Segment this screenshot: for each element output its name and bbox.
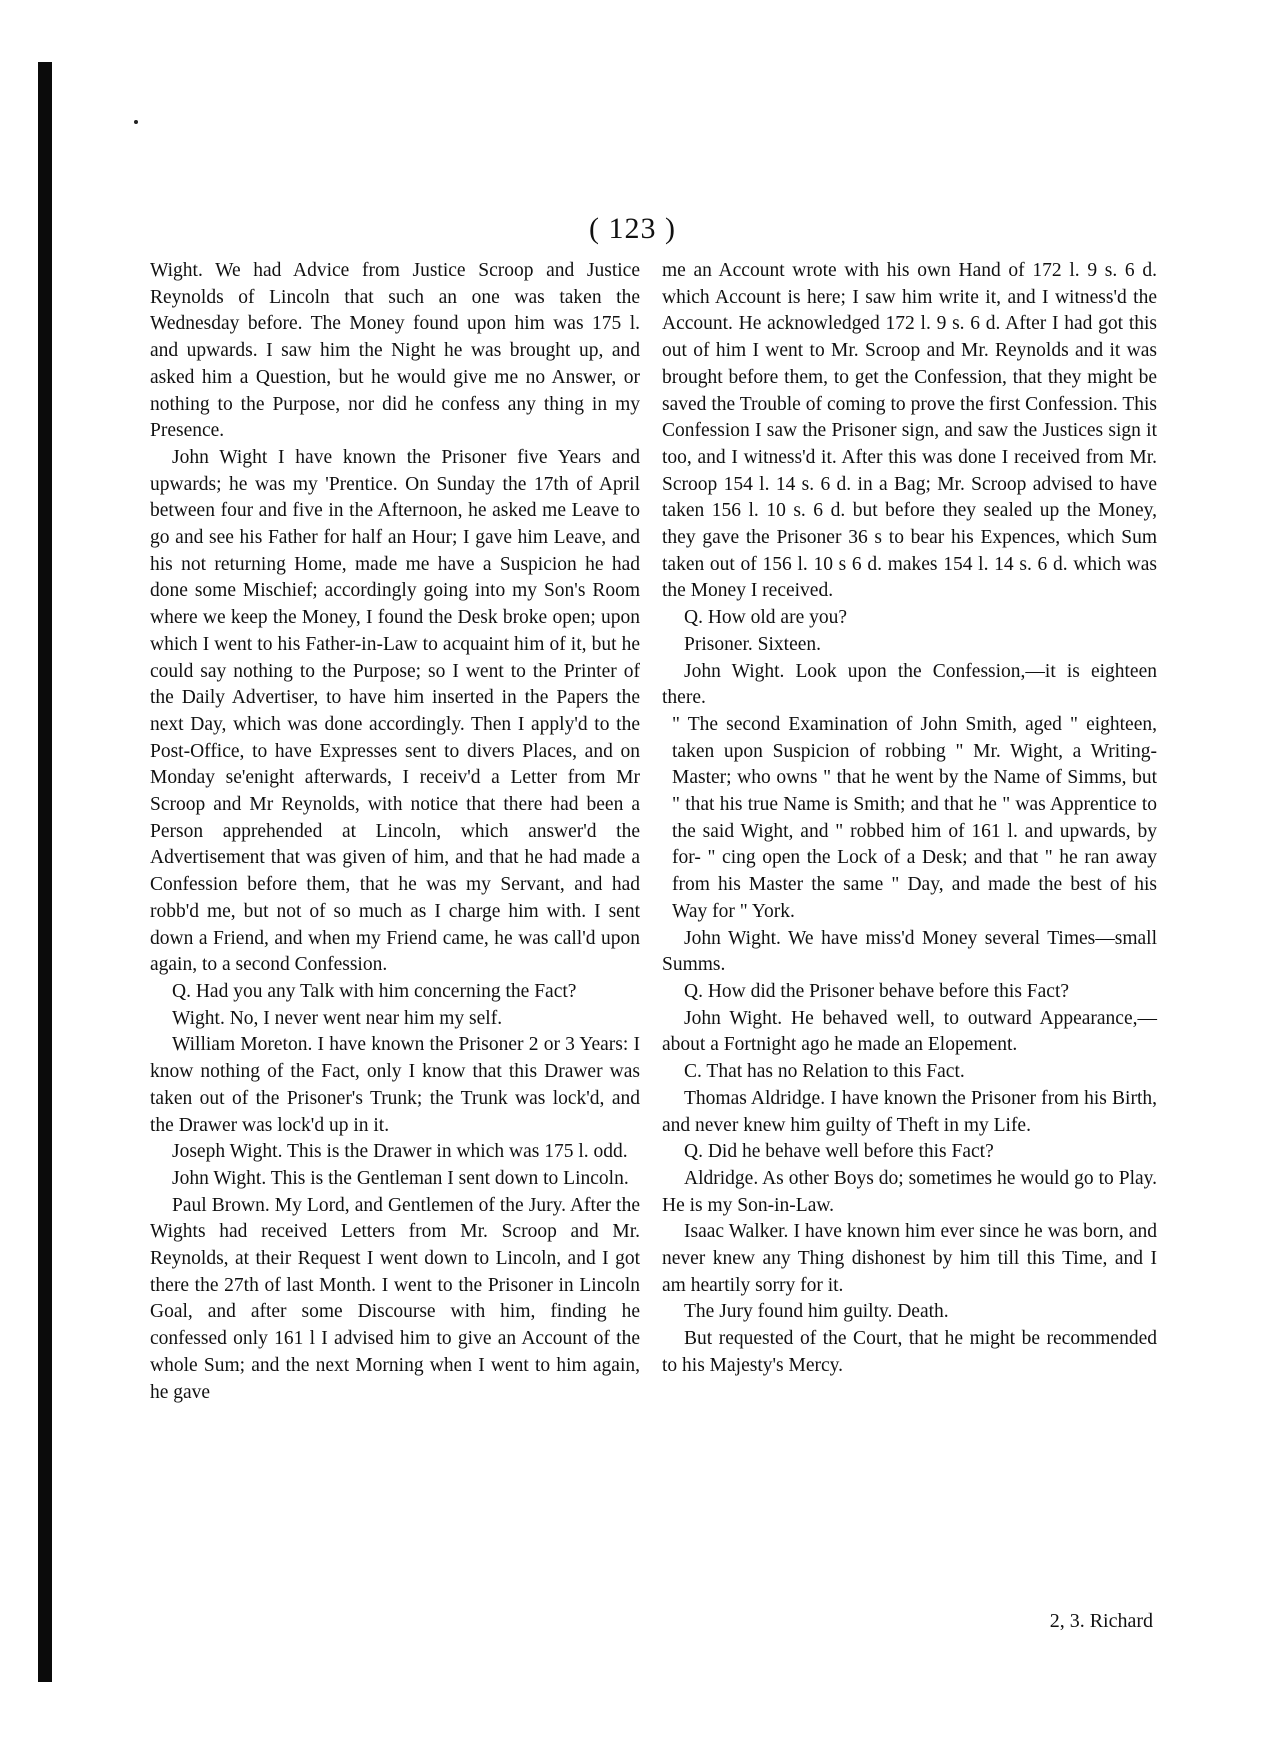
- quoted-examination: " The second Examination of John Smith, aged " eighteen, taken upon Suspicion of robbing " Mr. Wight, a Writing-Master; who owns " that he went by the Name of Simms, but " that his true Name is Smith; and that he " was Apprentice to the said Wight, and " robbed him of 161 l. and upwards, by for- " cing open the Lock of a Desk; and that " he ran away from his Master the same " Day, and made the best of his Way for " York.: [672, 713, 1157, 922]
- paragraph: Joseph Wight. This is the Drawer in which was 175 l. odd.: [172, 1141, 628, 1163]
- paragraph: John Wight. Look upon the Confession,—it is eighteen there.: [662, 660, 1157, 709]
- paragraph: But requested of the Court, that he might be recommended to his Majesty's Mercy.: [662, 1328, 1157, 1376]
- paragraph: John Wight. We have miss'd Money several Times—small Summs.: [662, 927, 1157, 976]
- paragraph: Paul Brown. My Lord, and Gentlemen of the Jury. After the Wights had received Letters from Mr. Scroop and Mr. Reynolds, at their Request I went down to Lincoln, and I got there the 27th of last Month. I went to the Prisoner in Lincoln Goal, and after some Discourse with him, finding he confessed only 161 l I advised him to give an Account of the whole Sum; and the next Morning when I went to him again, he gave: [150, 1194, 640, 1403]
- paragraph: John Wight. He behaved well, to outward Appearance,—about a Fortnight ago he made an Elopement.: [662, 1007, 1157, 1056]
- paragraph: Q. Had you any Talk with him concerning the Fact?: [172, 980, 577, 1002]
- paragraph: Prisoner. Sixteen.: [684, 633, 822, 655]
- paragraph: Isaac Walker. I have known him ever since he was born, and never knew any Thing dishonest by him till this Time, and I am heartily sorry for it.: [662, 1221, 1157, 1296]
- paragraph: Aldridge. As other Boys do; sometimes he would go to Play. He is my Son-in-Law.: [662, 1167, 1157, 1216]
- catchword: 2, 3. Richard: [1049, 1610, 1153, 1632]
- binding-edge: [38, 62, 52, 1682]
- paragraph: John Wight. This is the Gentleman I sent down to Lincoln.: [172, 1167, 629, 1189]
- paragraph: Q. Did he behave well before this Fact?: [684, 1141, 994, 1163]
- page-number: ( 123 ): [589, 212, 676, 245]
- verdict: The Jury found him guilty. Death.: [684, 1301, 949, 1323]
- paragraph: Q. How did the Prisoner behave before this Fact?: [684, 980, 1070, 1002]
- left-column: [150, 258, 640, 1406]
- paragraph: me an Account wrote with his own Hand of 172 l. 9 s. 6 d. which Account is here; I saw him write it, and I witness'd the Account. He acknowledged 172 l. 9 s. 6 d. After I had got this out of him I went to Mr. Scroop and Mr. Reynolds and it was brought before them, to get the Confession, that they might be saved the Trouble of coming to prove the first Confession. This Confession I saw the Prisoner sign, and saw the Justices sign it too, and I witness'd it. After this was done I received from Mr. Scroop 154 l. 14 s. 6 d. in a Bag; Mr. Scroop advised to have taken 156 l. 10 s. 6 d. but before they sealed up the Money, they gave the Prisoner 36 s to bear his Expences, which Sum taken out of 156 l. 10 s 6 d. makes 154 l. 14 s. 6 d. which was the Money I received.: [662, 260, 1157, 602]
- paragraph: Thomas Aldridge. I have known the Prisoner from his Birth, and never knew him guilty of Theft in my Life.: [662, 1087, 1157, 1136]
- paragraph: John Wight I have known the Prisoner five Years and upwards; he was my 'Prentice. On Sunday the 17th of April between four and five in the Afternoon, he asked me Leave to go and see his Father for half an Hour; I gave him Leave, and his not returning Home, made me have a Suspicion he had done some Mischief; accordingly going into my Son's Room where we keep the Money, I found the Desk broke open; upon which I went to his Father-in-Law to acquaint him of it, but he could say nothing to the Purpose; so I went to the Printer of the Daily Advertiser, to have him inserted in the Papers the next Day, which was done accordingly. Then I apply'd to the Post-Office, to have Expresses sent to divers Places, and on Monday se'enight afterwards, I receiv'd a Letter from Mr Scroop and Mr Reynolds, with notice that there had been a Person apprehended at Lincoln, which answer'd the Advertisement that was given of him, and that he had made a Confession before them, that he was my Servant, and had robb'd me, but not of so much as I charge him with. I sent down a Friend, and when my Friend came, he was call'd upon again, to a second Confession.: [150, 446, 640, 976]
- paragraph: C. That has no Relation to this Fact.: [684, 1061, 965, 1083]
- paragraph: William Moreton. I have known the Prisoner 2 or 3 Years: I know nothing of the Fact, only I know that this Drawer was taken out of the Prisoner's Trunk; the Trunk was lock'd, and the Drawer was lock'd up in it.: [150, 1034, 640, 1136]
- right-column: [662, 258, 1157, 1380]
- paragraph: Q. How old are you?: [684, 607, 847, 629]
- paragraph: Wight. We had Advice from Justice Scroop and Justice Reynolds of Lincoln that such an one was taken the Wednesday before. The Money found upon him was 175 l. and upwards. I saw him the Night he was brought up, and asked him a Question, but he would give me no Answer, or nothing to the Purpose, nor did he confess any thing in my Presence.: [150, 260, 640, 442]
- speck: [134, 120, 138, 124]
- paragraph: Wight. No, I never went near him my self.: [172, 1007, 503, 1029]
